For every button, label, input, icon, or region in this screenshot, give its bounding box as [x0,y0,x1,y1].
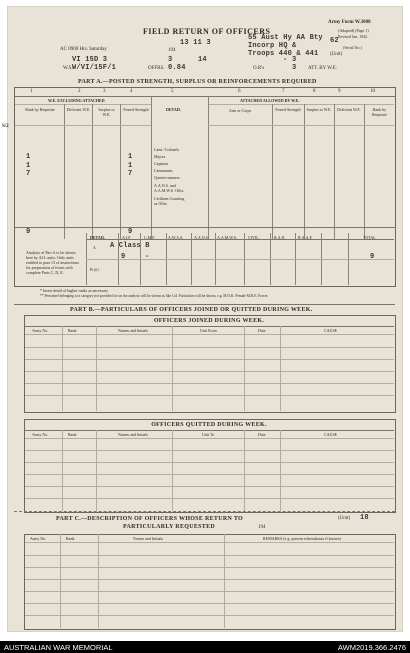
joined-title: OFFICERS JOINED DURING WEEK. [153,318,265,324]
analysis-col: C.M.F. [144,235,156,240]
footer-institution: AUSTRALIAN WAR MEMORIAL [4,643,113,652]
col-number: 8 [313,89,316,94]
rank-label: Captains [154,161,168,166]
typed-a-value: 9 [121,253,126,261]
joined-col: Army No. [32,328,49,333]
typed-value: 7 [26,170,31,178]
rank-label: Majors [154,154,166,159]
part-c-title-2: PARTICULARLY REQUESTED [123,524,216,530]
ors-label: O.R's [253,66,265,71]
col-number: 1 [30,89,33,94]
part-c-col: Names and Initials [133,536,163,541]
typed-ors-3: 3 [292,56,297,64]
attached-allowed: ATTACHED ALLOWED BY W.E. [240,98,300,103]
sub-header: Arm or Corps [228,108,252,113]
sub-header: Rank by Requisite [371,107,388,117]
detail-header: DETAIL [166,107,182,112]
typed-value: 1 [26,153,31,161]
sub-header: Rank by Requisite [25,107,55,112]
sub-header: Deficient W.E. [66,107,91,112]
attached-by-we-label: ATT. BY W.E. [308,66,338,71]
unit-label: (Unit) [330,52,343,57]
typed-unit-number: 62 [330,37,339,45]
col-number: 3 [103,89,106,94]
part-b-title: PART B.—PARTICULARS OF OFFICERS JOINED OR QUITTED DURING WEEK. [70,307,313,313]
analysis-col: A.A.M.W.S. [217,235,237,240]
quitted-col: CAUSE [324,432,338,437]
analysis-col: CIVIL. [248,235,260,240]
typed-total-left: 9 [26,228,31,236]
quitted-col: Names and Initials [118,432,148,437]
typed-ws-2: W/VI/15F/1 [72,64,117,72]
part-c-year: 194 [258,525,266,530]
hours-day: AC 0900 Hrs. Saturday [60,47,107,52]
quitted-col: Unit To [202,432,215,437]
rank-label: A.A.N.S. and [154,183,176,188]
form-revised: Revised Jan. 1942 [338,34,368,39]
joined-col: Date [258,328,266,333]
analysis-col: A.I.F. [122,235,132,240]
we-excluding-attached: W.E. EXCLUDING ATTACHED [48,98,105,103]
analysis-col: TOTAL [363,235,376,240]
typed-part-c-unit: 18 [360,514,369,522]
analysis-row-b: B (ii) [90,267,99,272]
typed-unit-line2: Incorp HQ & [248,42,297,50]
offrs-label: OFFRS. [148,66,165,71]
typed-value: 1 [128,153,133,161]
rank-label: Civilians Counting [154,196,185,201]
joined-col: Names and Initials [118,328,148,333]
joined-col: Unit From [200,328,217,333]
footnote-1: * Insert detail of higher ranks as necessary [40,288,109,293]
rank-label: Lieut.-Colonels [154,147,179,152]
analysis-row-a: A [93,245,96,250]
col-number: 2 [78,89,81,94]
form-adapted: (Adapted) (Page 1) [338,28,369,33]
typed-total: 9 [370,253,375,261]
footer-accession-number: AWM2019.366.2476 [337,643,406,652]
typed-value: 1 [26,162,31,170]
quitted-title: OFFICERS QUITTED DURING WEEK. [151,422,267,428]
sub-header: Surplus to W.E. [98,107,115,117]
typed-value: 7 [128,170,133,178]
sub-header: Posted Strength [123,107,149,112]
footnote-2: ** Personnel belonging to a category not provided for on the analysis will be shown as like Col. Particulars will be shown, e.g. M.O.K. Female M.R.E. Forces [40,294,268,298]
part-c-title-1: PART C.—DESCRIPTION OF OFFICERS WHOSE RETURN TO [56,516,243,522]
col-number: 6 [238,89,241,94]
margin-mark: S/2 [2,124,9,129]
typed-value: 1 [128,162,133,170]
analysis-detail: DETAIL [90,235,106,240]
part-c-col: Army No. [30,536,47,541]
sub-header: Posted Strength [275,107,301,112]
typed-ors-2: 3 [292,64,297,72]
typed-offrs-2: 0.84 [168,64,186,72]
joined-col: Rank [68,328,77,333]
rank-label: as Offrs. [154,201,168,206]
analysis-col: R.A.A.F. [298,235,313,240]
sub-header: Surplus to W.E. [306,107,332,112]
archive-footer [0,641,410,653]
typed-class: A Class B [110,242,150,250]
typed-unit-line1: 55 Aust Hy AA Bty [248,34,323,42]
quitted-col: Date [258,432,266,437]
serial-number-label: (Serial No.) [343,45,362,50]
analysis-col: R.A.N. [274,235,286,240]
sub-header: Deficient W.E. [337,107,361,112]
typed-unit-line3: Troops 440 & 441 [248,50,319,58]
form-sheet [2,7,402,631]
quitted-col: Rank [68,432,77,437]
analysis-col: A.A.N.S. [194,235,209,240]
part-a-title: PART A.—POSTED STRENGTH, SURPLUS OR REINFORCEMENTS REQUIRED [78,79,317,85]
part-c-col: REMARKS (e.g. present whereabouts if known) [263,536,341,541]
ws-label: W.S. [63,66,73,71]
rank-label: Quarter-masters [154,175,180,180]
quitted-col: Army No. [32,432,49,437]
rank-label: Lieutenants [154,168,173,173]
rank-label: A.A.M.W.S. Offrs. [154,188,185,193]
analysis-note: Analysis of Part A to be shown here by ALL units. Only units entitled to para 13 of instructions for preparation of forms with complete Parts C, D, E. [26,250,79,275]
part-c-unit-label: (Unit) [338,516,351,521]
typed-offrs-3: 14 [198,56,207,64]
typed-ws-1: VI 15D 3 [72,56,108,64]
col-number: 7 [282,89,285,94]
typed-a-dash: - [145,253,150,261]
col-number: 10 [370,89,375,94]
form-number: Army Form W.3008 [328,20,371,25]
col-number: 9 [338,89,341,94]
part-c-col: Rank [66,536,75,541]
typed-date: 13 11 3 [180,39,211,47]
typed-total-mid: 9 [128,228,133,236]
typed-offrs-1: 3 [168,56,173,64]
joined-col: CAUSE [324,328,338,333]
form-title: FIELD RETURN OF OFFICERS [143,27,271,36]
col-number: 4 [130,89,133,94]
year-prefix: 194 [168,48,176,53]
col-number: 5 [171,89,174,94]
typed-ors-1: - [283,56,288,64]
analysis-col: A.W.A.S. [168,235,184,240]
